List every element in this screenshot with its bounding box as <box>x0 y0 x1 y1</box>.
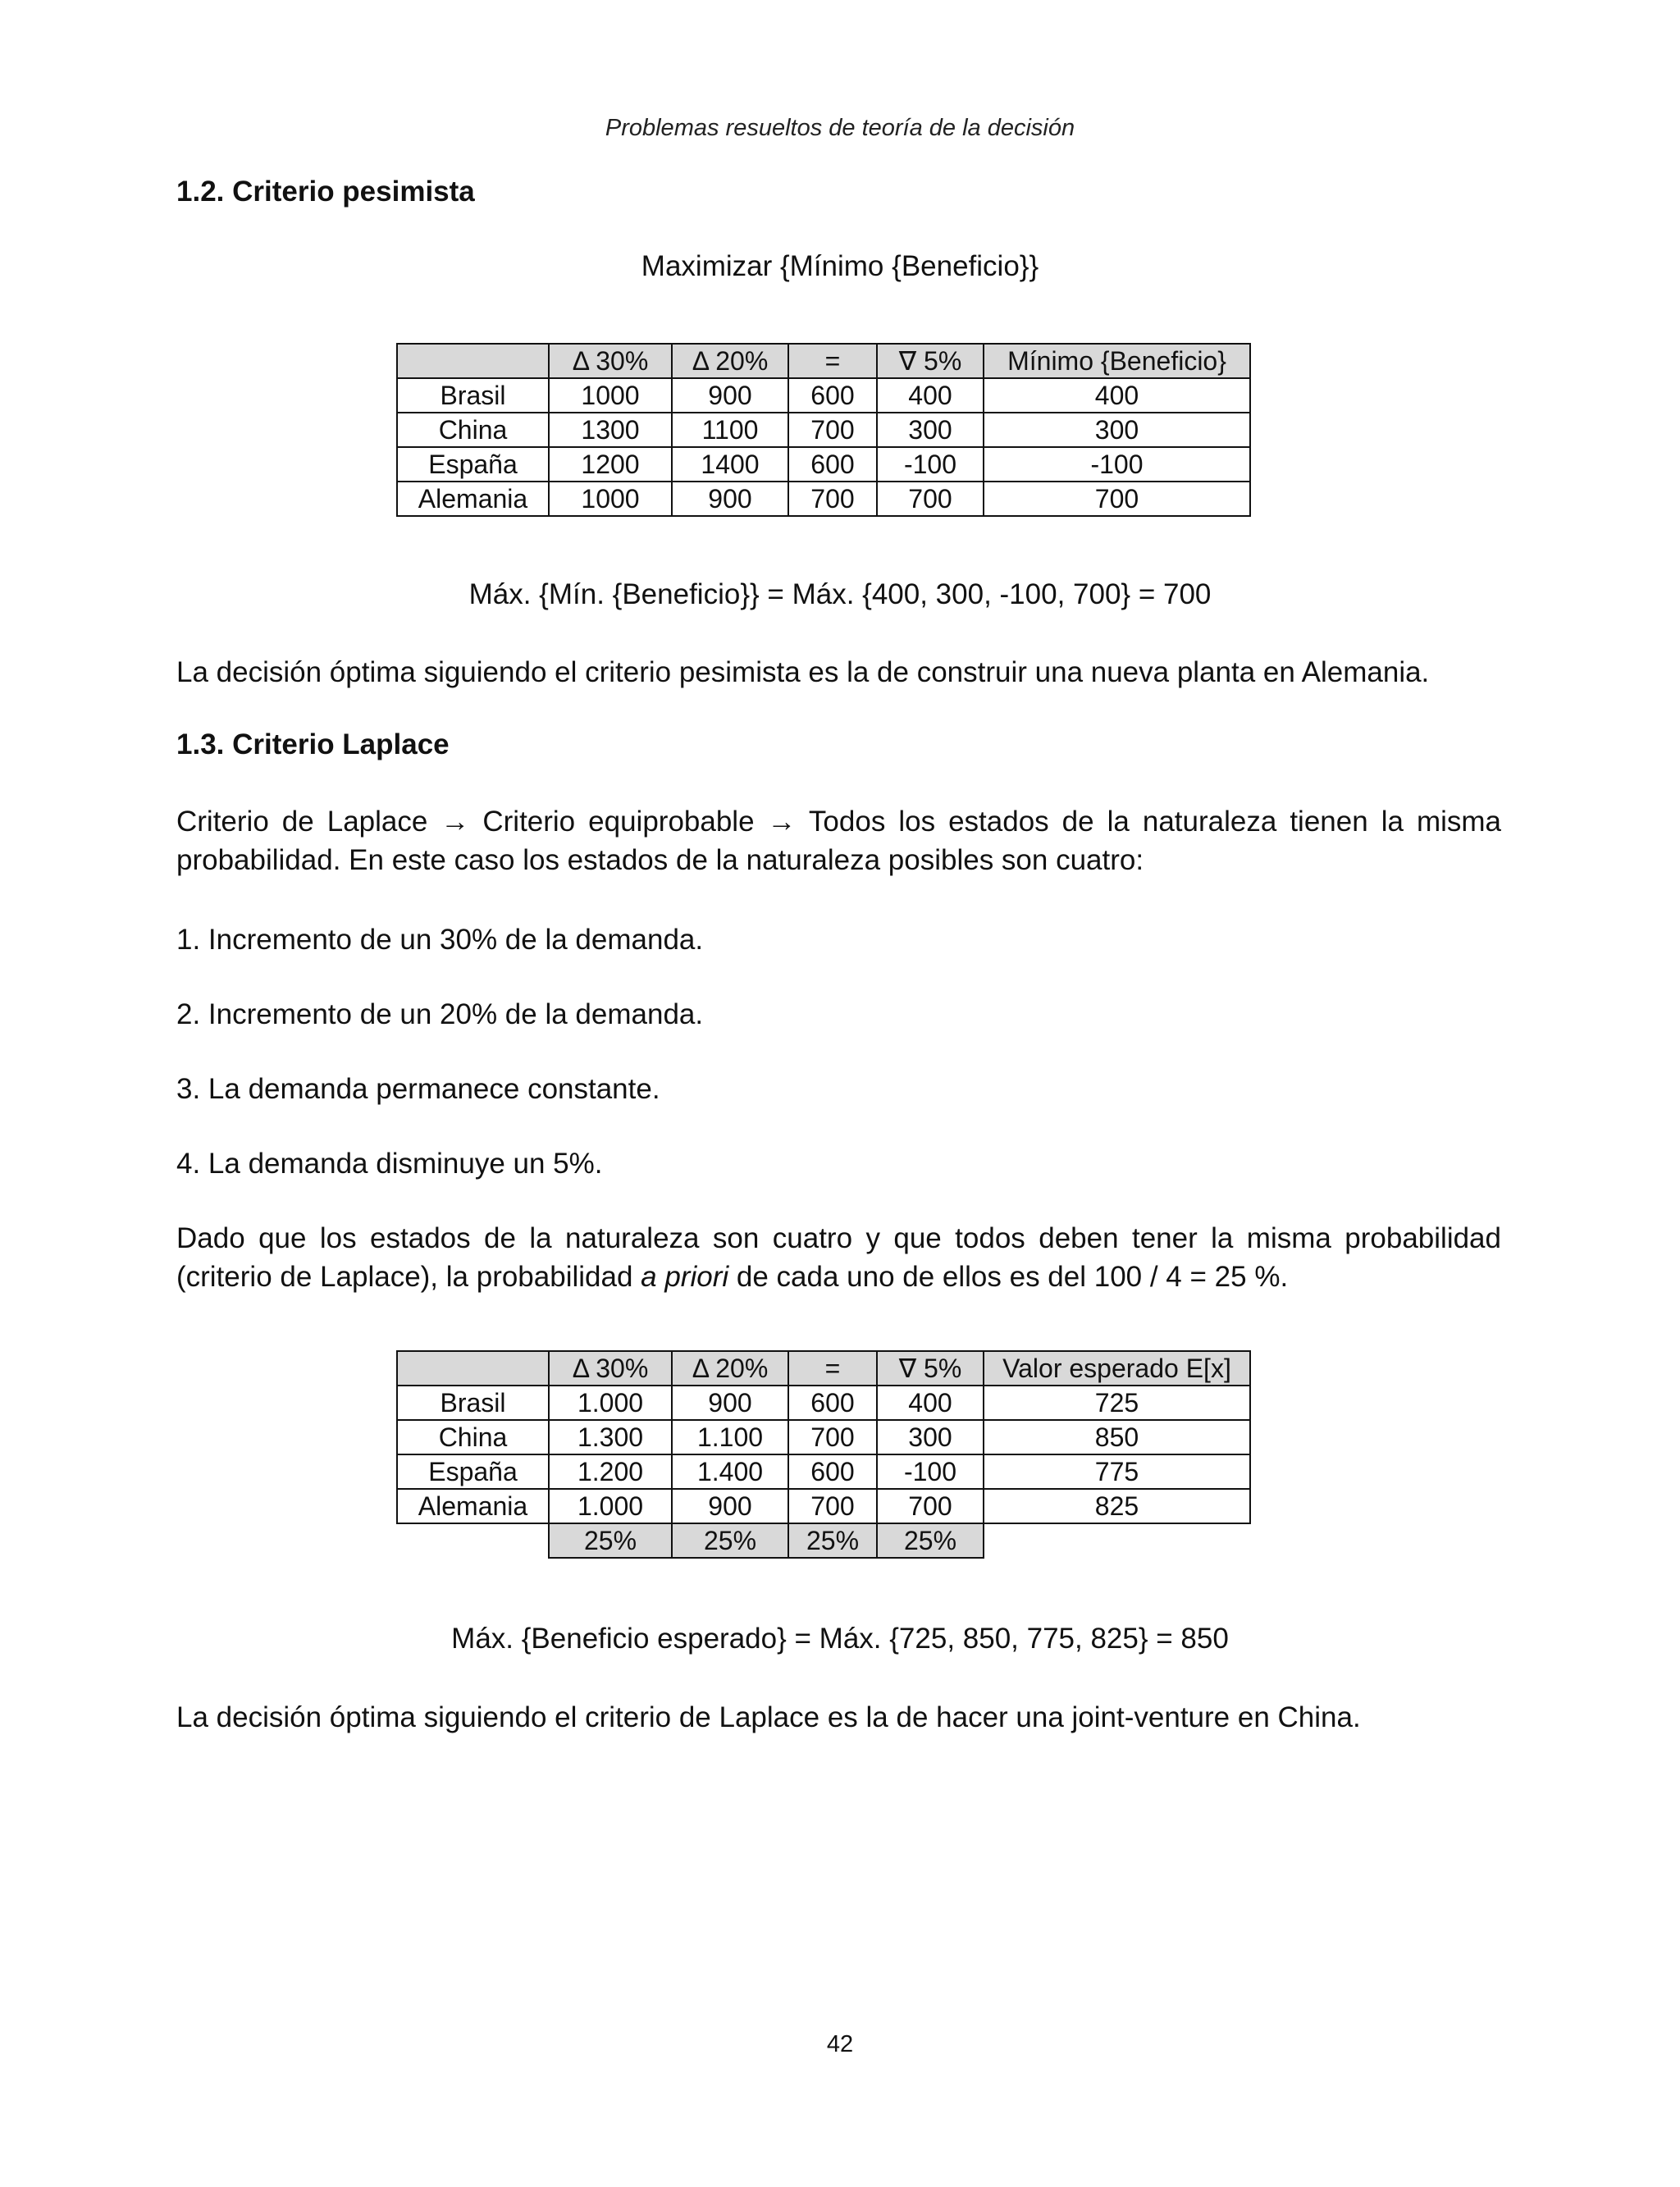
running-header: Problemas resueltos de teoría de la decisión <box>605 115 1075 141</box>
table-cell: 1.100 <box>672 1420 788 1454</box>
table-cell: España <box>397 447 549 482</box>
list-item: 2. Incremento de un 20% de la demanda. <box>176 998 704 1030</box>
table-cell: 600 <box>788 447 877 482</box>
table-cell: 400 <box>877 378 984 413</box>
table-cell: 1.200 <box>549 1454 672 1489</box>
table-cell: 400 <box>984 378 1250 413</box>
probability-row <box>397 1523 1250 1558</box>
table-laplace <box>396 1350 1251 1559</box>
table-cell: 850 <box>984 1420 1250 1454</box>
conclusion-pesimista: La decisión óptima siguiendo el criterio pesimista es la de construir una nueva planta en Alemania. <box>176 656 1430 688</box>
table-cell: Brasil <box>397 378 549 413</box>
table-row <box>397 413 1250 447</box>
laplace-intro-line: probabilidad. En este caso los estados de la naturaleza posibles son cuatro: <box>176 844 1144 876</box>
table-cell: China <box>397 413 549 447</box>
list-item: 4. La demanda disminuye un 5%. <box>176 1148 603 1180</box>
table-cell: 300 <box>877 1420 984 1454</box>
table-header-cell: Δ 30% <box>549 344 672 378</box>
blank-cell <box>984 1523 1250 1558</box>
table-cell: -100 <box>877 1454 984 1489</box>
probability-text: de cada uno de ellos es del 100 / 4 = 25 %. <box>728 1261 1289 1293</box>
table-cell: 900 <box>672 482 788 516</box>
table-cell: 700 <box>788 413 877 447</box>
table-header-cell: Δ 20% <box>672 1351 788 1386</box>
table-cell: 300 <box>877 413 984 447</box>
laplace-intro <box>176 802 1501 879</box>
section-heading-pesimista: 1.2. Criterio pesimista <box>176 176 475 208</box>
formula-pesimista: Maximizar {Mínimo {Beneficio}} <box>641 250 1039 282</box>
table-cell: 700 <box>788 1420 877 1454</box>
probability-text: (criterio de Laplace), la probabilidad <box>176 1261 641 1293</box>
table-cell: 700 <box>877 482 984 516</box>
table-row <box>397 447 1250 482</box>
table-cell: 1.000 <box>549 1386 672 1420</box>
table-cell: 900 <box>672 1386 788 1420</box>
table-cell: 1.300 <box>549 1420 672 1454</box>
table-cell: España <box>397 1454 549 1489</box>
table-header-cell: ∇ 5% <box>877 1351 984 1386</box>
table-cell: 1.400 <box>672 1454 788 1489</box>
table-row <box>397 378 1250 413</box>
table-cell: 775 <box>984 1454 1250 1489</box>
blank-cell <box>397 1523 549 1558</box>
probability-line <box>176 1258 1501 1296</box>
table-cell: Alemania <box>397 1489 549 1523</box>
table-header-cell: Δ 20% <box>672 344 788 378</box>
table-cell: 1000 <box>549 378 672 413</box>
table-header-cell: Valor esperado E[x] <box>984 1351 1250 1386</box>
table-cell: China <box>397 1420 549 1454</box>
table-cell: 1000 <box>549 482 672 516</box>
list-item: 1. Incremento de un 30% de la demanda. <box>176 924 704 956</box>
table-cell: 700 <box>877 1489 984 1523</box>
table-header-row <box>397 344 1250 378</box>
table-row <box>397 482 1250 516</box>
table-cell: 600 <box>788 1454 877 1489</box>
table-cell: 900 <box>672 378 788 413</box>
table-cell: 700 <box>984 482 1250 516</box>
table-cell: 1100 <box>672 413 788 447</box>
table-cell: 1.000 <box>549 1489 672 1523</box>
result-laplace: Máx. {Beneficio esperado} = Máx. {725, 850, 775, 825} = 850 <box>451 1623 1229 1655</box>
page-number: 42 <box>826 2031 854 2057</box>
table-pesimista <box>396 343 1251 517</box>
table-cell: 600 <box>788 378 877 413</box>
table-cell: -100 <box>877 447 984 482</box>
probability-cell: 25% <box>788 1523 877 1558</box>
table-cell: 300 <box>984 413 1250 447</box>
probability-cell: 25% <box>549 1523 672 1558</box>
conclusion-laplace: La decisión óptima siguiendo el criterio de Laplace es la de hacer una joint-venture en China. <box>176 1701 1361 1733</box>
table-header-cell: = <box>788 344 877 378</box>
laplace-probability-paragraph <box>176 1219 1501 1296</box>
probability-cell: 25% <box>877 1523 984 1558</box>
result-pesimista: Máx. {Mín. {Beneficio}} = Máx. {400, 300, -100, 700} = 700 <box>468 578 1212 610</box>
table-header-cell: Mínimo {Beneficio} <box>984 344 1250 378</box>
list-item: 3. La demanda permanece constante. <box>176 1073 660 1105</box>
table-header-cell: = <box>788 1351 877 1386</box>
probability-line: Dado que los estados de la naturaleza son cuatro y que todos deben tener la misma probabilidad <box>176 1222 1501 1254</box>
table-cell: 700 <box>788 482 877 516</box>
table-cell: 825 <box>984 1489 1250 1523</box>
table-cell: -100 <box>984 447 1250 482</box>
table-header-cell: ∇ 5% <box>877 344 984 378</box>
table-cell: 1200 <box>549 447 672 482</box>
table-row <box>397 1454 1250 1489</box>
section-heading-laplace: 1.3. Criterio Laplace <box>176 728 450 760</box>
table-cell: 900 <box>672 1489 788 1523</box>
table-row <box>397 1386 1250 1420</box>
table-cell: 1300 <box>549 413 672 447</box>
table-cell: Alemania <box>397 482 549 516</box>
table-header-row <box>397 1351 1250 1386</box>
laplace-intro-line: Criterio de Laplace → Criterio equiprobable → Todos los estados de la naturaleza tienen la misma <box>176 806 1501 838</box>
table-cell: 700 <box>788 1489 877 1523</box>
table-header-cell <box>397 1351 549 1386</box>
table-cell: 600 <box>788 1386 877 1420</box>
table-header-cell: Δ 30% <box>549 1351 672 1386</box>
table-cell: 725 <box>984 1386 1250 1420</box>
table-cell: Brasil <box>397 1386 549 1420</box>
probability-cell: 25% <box>672 1523 788 1558</box>
table-header-cell <box>397 344 549 378</box>
probability-italic-text: a priori <box>641 1261 729 1293</box>
table-row <box>397 1420 1250 1454</box>
table-cell: 400 <box>877 1386 984 1420</box>
table-cell: 1400 <box>672 447 788 482</box>
table-row <box>397 1489 1250 1523</box>
